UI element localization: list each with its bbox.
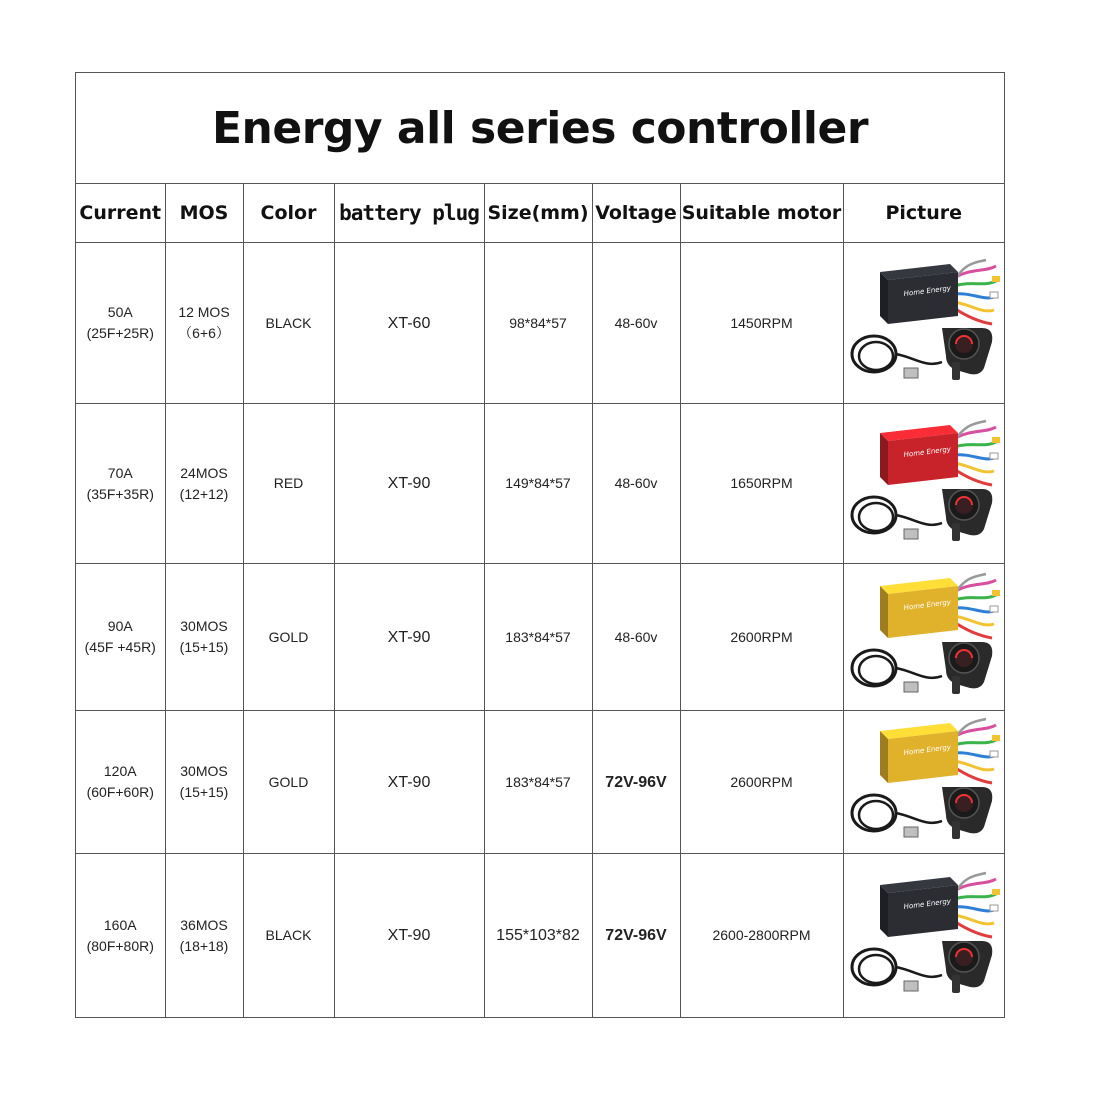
size-cell: 183*84*57: [484, 564, 592, 711]
controller-box: [880, 877, 958, 937]
current-split: (45F +45R): [84, 639, 156, 655]
mos-split: （6+6）: [178, 325, 230, 341]
throttle-display: [942, 328, 992, 380]
throttle-display: [942, 489, 992, 541]
current-split: (80F+80R): [86, 937, 154, 954]
table-row: [76, 404, 1004, 564]
header-color: Color: [243, 183, 334, 243]
title-cell: [76, 73, 1004, 184]
mos-value: 30MOS: [180, 763, 228, 779]
voltage-cell: 72V-96V: [592, 854, 680, 1018]
motor-cell: 2600RPM: [680, 564, 843, 711]
voltage-cell: 48-60v: [592, 243, 680, 404]
wire-bundle: [954, 574, 1000, 638]
size-cell: 155*103*82: [484, 854, 592, 1018]
box-logo: Home Energy: [903, 444, 952, 459]
wire-bundle: [954, 421, 1000, 485]
mos-split: (15+15): [179, 784, 229, 800]
current-value: 90A: [107, 618, 133, 634]
current-split: (35F+35R): [86, 485, 154, 502]
current-split: (60F+60R): [86, 784, 154, 800]
voltage-cell: 48-60v: [592, 404, 680, 564]
wire-bundle: [954, 260, 1000, 324]
picture-cell: [843, 564, 1004, 711]
plug-cell: XT-90: [334, 854, 484, 1018]
table-row: [76, 854, 1004, 1018]
throttle-display: [942, 941, 992, 993]
box-logo: Home Energy: [903, 284, 952, 298]
size-cell: 98*84*57: [484, 243, 592, 404]
controller-box: [880, 578, 958, 638]
header-current: Current: [76, 183, 165, 243]
color-cell: BLACK: [243, 243, 334, 404]
current-cell: [76, 711, 165, 854]
color-cell: BLACK: [243, 854, 334, 1018]
current-cell: [76, 854, 165, 1018]
box-logo: Home Energy: [903, 598, 952, 612]
cable-coil: [852, 650, 942, 692]
controller-kit-image: [846, 717, 1002, 847]
cable-coil: [852, 497, 942, 539]
voltage-cell: 72V-96V: [592, 711, 680, 854]
voltage-cell: 48-60v: [592, 564, 680, 711]
header-size: Size(mm): [484, 183, 592, 243]
motor-cell: 1450RPM: [680, 243, 843, 404]
mos-cell: [165, 711, 243, 854]
mos-value: 30MOS: [180, 618, 228, 634]
picture-cell: [843, 243, 1004, 404]
throttle-display: [942, 642, 992, 694]
color-cell: RED: [243, 404, 334, 564]
current-value: 50A: [107, 304, 133, 320]
header-row: [76, 183, 1004, 243]
wire-bundle: [954, 873, 1000, 937]
spec-table: [76, 183, 1004, 1018]
page-title: Energy all series controller: [211, 102, 869, 154]
mos-cell: [165, 243, 243, 404]
throttle-display: [942, 787, 992, 839]
header-mos: MOS: [165, 183, 243, 243]
plug-cell: XT-90: [334, 711, 484, 854]
current-cell: [76, 404, 165, 564]
controller-box: [880, 264, 958, 324]
spec-sheet: [75, 72, 1005, 1018]
wire-bundle: [954, 719, 1000, 783]
plug-cell: XT-90: [334, 404, 484, 564]
header-suitable-motor: Suitable motor: [680, 183, 843, 243]
plug-cell: XT-90: [334, 564, 484, 711]
color-cell: GOLD: [243, 564, 334, 711]
table-row: [76, 564, 1004, 711]
mos-value: 24MOS: [180, 464, 228, 481]
current-value: 70A: [107, 464, 133, 481]
current-value: 120A: [103, 763, 137, 779]
box-logo: Home Energy: [903, 743, 952, 757]
color-cell: GOLD: [243, 711, 334, 854]
mos-cell: [165, 404, 243, 564]
cable-coil: [852, 336, 942, 378]
cable-coil: [852, 795, 942, 837]
controller-kit-image: [846, 419, 1002, 549]
size-cell: 183*84*57: [484, 711, 592, 854]
cable-coil: [852, 949, 942, 991]
controller-kit-image: [846, 258, 1002, 388]
mos-split: (15+15): [179, 639, 229, 655]
picture-cell: [843, 711, 1004, 854]
mos-split: (12+12): [179, 485, 229, 502]
current-cell: [76, 243, 165, 404]
table-row: [76, 711, 1004, 854]
plug-cell: XT-60: [334, 243, 484, 404]
mos-split: (18+18): [179, 937, 229, 954]
motor-cell: 2600-2800RPM: [680, 854, 843, 1018]
header-voltage: Voltage: [592, 183, 680, 243]
mos-cell: [165, 564, 243, 711]
mos-value: 12 MOS: [178, 304, 230, 320]
header-picture: Picture: [843, 183, 1004, 243]
motor-cell: 1650RPM: [680, 404, 843, 564]
size-cell: 149*84*57: [484, 404, 592, 564]
box-logo: Home Energy: [903, 897, 952, 911]
table-row: [76, 243, 1004, 404]
header-battery-plug: battery plug: [334, 183, 484, 243]
mos-cell: [165, 854, 243, 1018]
mos-value: 36MOS: [180, 916, 228, 933]
picture-cell: [843, 404, 1004, 564]
motor-cell: 2600RPM: [680, 711, 843, 854]
picture-cell: [843, 854, 1004, 1018]
controller-box: [880, 723, 958, 783]
current-value: 160A: [103, 916, 137, 933]
controller-kit-image: [846, 572, 1002, 702]
current-cell: [76, 564, 165, 711]
current-split: (25F+25R): [86, 325, 154, 341]
controller-box: [880, 425, 958, 485]
controller-kit-image: [846, 871, 1002, 1001]
